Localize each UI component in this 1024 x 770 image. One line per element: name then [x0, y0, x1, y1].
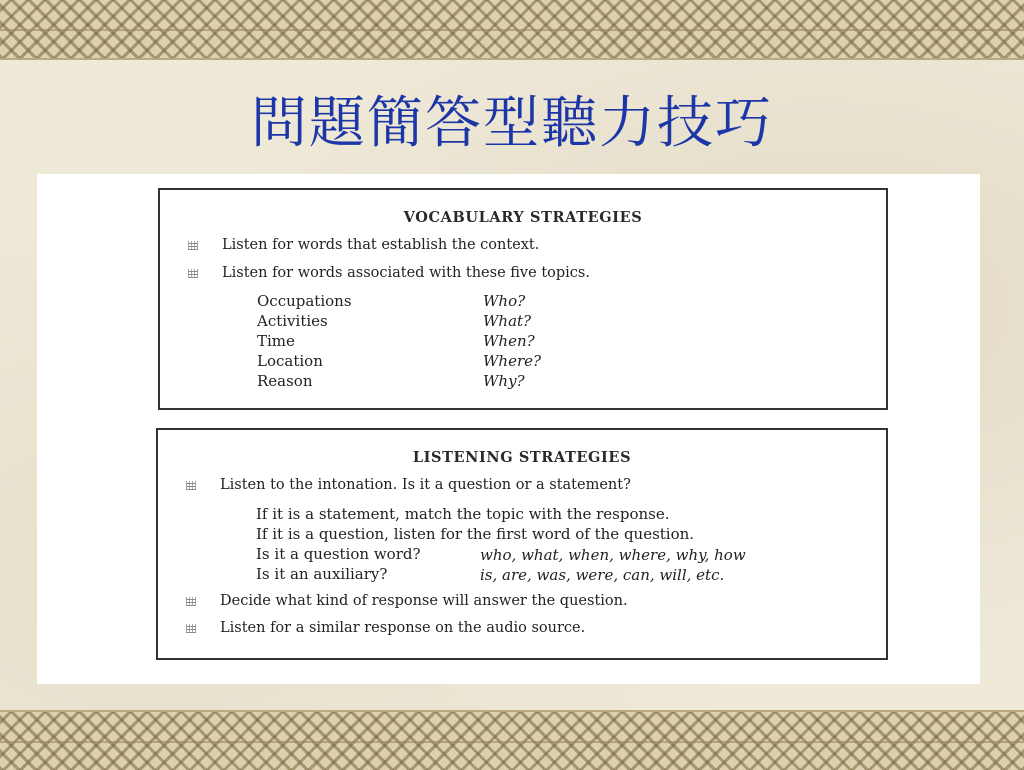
- topic-question: What?: [483, 312, 532, 330]
- topic-term: Location: [257, 352, 323, 370]
- detail-example: who, what, when, where, why, how: [480, 546, 746, 564]
- listening-bullet-text: Listen for a similar response on the audio source.: [220, 620, 586, 636]
- detail-example: is, are, was, were, can, will, etc.: [480, 566, 725, 584]
- bullet-icon: [188, 269, 198, 278]
- listening-detail-line: [256, 525, 694, 543]
- vocabulary-heading: VOCABULARY STRATEGIES: [403, 209, 643, 226]
- topic-term: Occupations: [257, 292, 352, 310]
- slide-title: 問題簡答型聽力技巧: [251, 91, 773, 156]
- listening-detail-line: [256, 565, 725, 584]
- topic-question: When?: [483, 332, 535, 350]
- listening-bullet-text: Listen to the intonation. Is it a question or a statement?: [220, 477, 631, 493]
- listening-bullet: [220, 477, 631, 493]
- listening-strategies-box: [156, 428, 888, 660]
- listening-bullet: [220, 620, 585, 636]
- topic-question: Why?: [483, 372, 525, 390]
- detail-text: Is it a question word?: [256, 545, 421, 563]
- detail-text: If it is a statement, match the topic with the response.: [256, 505, 670, 523]
- vocabulary-strategies-box: [158, 188, 888, 410]
- bullet-icon: [186, 481, 196, 490]
- listening-bullet: [220, 593, 628, 609]
- vocabulary-bullet-text: Listen for words that establish the context.: [222, 237, 540, 253]
- topic-term: Activities: [257, 312, 328, 330]
- vocabulary-bullet: [222, 265, 590, 281]
- vocabulary-bullet: [222, 237, 539, 253]
- topic-question: Who?: [483, 292, 526, 310]
- topic-term: Time: [257, 332, 295, 350]
- listening-detail-line: [256, 505, 670, 523]
- decorative-bottom-border: [0, 710, 1024, 770]
- bullet-icon: [186, 624, 196, 633]
- decorative-top-border: [0, 0, 1024, 60]
- topic-question: Where?: [483, 352, 542, 370]
- detail-text: If it is a question, listen for the first word of the question.: [256, 525, 695, 543]
- listening-detail-line: [256, 545, 746, 564]
- listening-bullet-text: Decide what kind of response will answer the question.: [220, 593, 628, 609]
- bullet-icon: [186, 597, 196, 606]
- scanned-image-panel: [37, 174, 980, 684]
- detail-text: Is it an auxiliary?: [256, 565, 388, 583]
- topic-term: Reason: [257, 372, 313, 390]
- bullet-icon: [188, 241, 198, 250]
- vocabulary-bullet-text: Listen for words associated with these five topics.: [222, 265, 590, 281]
- listening-heading: LISTENING STRATEGIES: [412, 449, 632, 466]
